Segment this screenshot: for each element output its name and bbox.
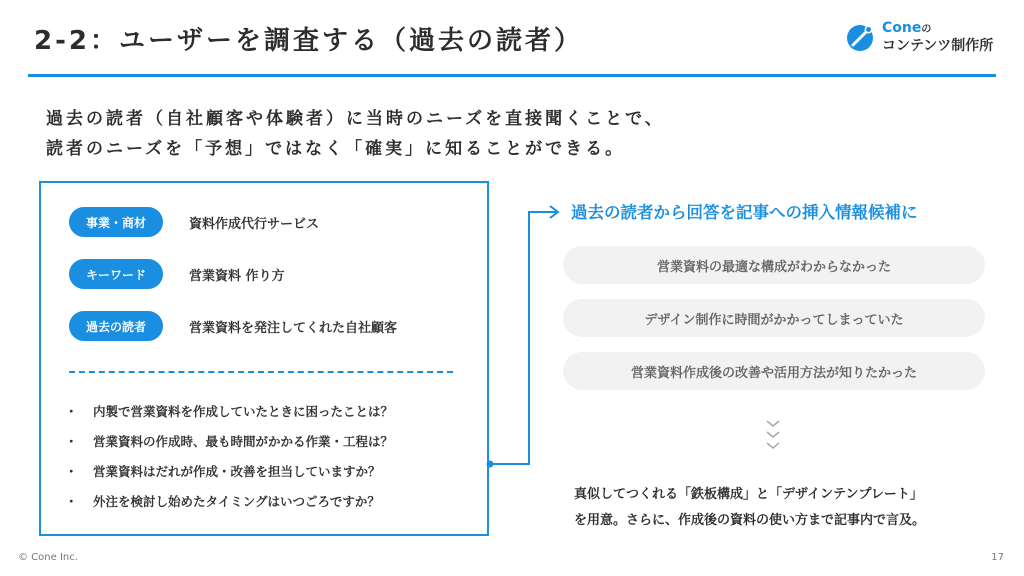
business-tag: 事業・商材: [69, 207, 163, 237]
business-value: 資料作成代行サービス: [189, 216, 320, 232]
page-number: 17: [991, 552, 1004, 563]
lead-line-2: 読者のニーズを「予想」ではなく「確実」に知ることができる。: [46, 139, 626, 159]
answer-pill: 営業資料の最適な構成がわからなかった: [563, 246, 985, 284]
question-item: ・ 外注を検討し始めたタイミングはいつごろですか？: [65, 487, 393, 517]
lead-line-1: 過去の読者（自社顧客や体験者）に当時のニーズを直接聞くことで、: [46, 109, 665, 129]
keyword-value: 営業資料 作り方: [189, 268, 285, 284]
question-text: 営業資料はだれが作成・改善を担当していますか？: [93, 464, 381, 479]
copyright: © Cone Inc.: [18, 552, 78, 563]
question-item: ・ 内製で営業資料を作成していたときに困ったことは？: [65, 397, 393, 427]
chevron-down-icon: [764, 419, 782, 455]
past-reader-value: 営業資料を発注してくれた自社顧客: [189, 320, 398, 336]
answer-pill: デザイン制作に時間がかかってしまっていた: [563, 299, 985, 337]
past-reader-tag: 過去の読者: [69, 311, 163, 341]
question-item: ・ 営業資料の作成時、最も時間がかかる作業・工程は？: [65, 427, 393, 457]
conclusion-line-1: 真似してつくれる「鉄板構成」と「デザインテンプレート」: [574, 487, 923, 502]
answers-heading: 過去の読者から回答を記事への挿入情報候補に: [571, 203, 918, 222]
question-text: 外注を検討し始めたタイミングはいつごろですか？: [93, 494, 380, 509]
page-title: 2-2：ユーザーを調査する（過去の読者）: [34, 26, 583, 56]
logo-subtitle: コンテンツ制作所: [882, 38, 994, 54]
question-item: ・ 営業資料はだれが作成・改善を担当していますか？: [65, 457, 393, 487]
logo-brand-suffix: の: [921, 24, 932, 35]
logo-brand: Cone: [882, 20, 922, 36]
answer-pill: 営業資料作成後の改善や活用方法が知りたかった: [563, 352, 985, 390]
conclusion-line-2: を用意。さらに、作成後の資料の使い方まで記事内で言及。: [574, 513, 926, 528]
question-text: 内製で営業資料を作成していたときに困ったことは？: [93, 404, 394, 419]
keyword-tag: キーワード: [69, 259, 163, 289]
question-text: 営業資料の作成時、最も時間がかかる作業・工程は？: [93, 434, 394, 449]
conclusion-text: [574, 482, 925, 534]
